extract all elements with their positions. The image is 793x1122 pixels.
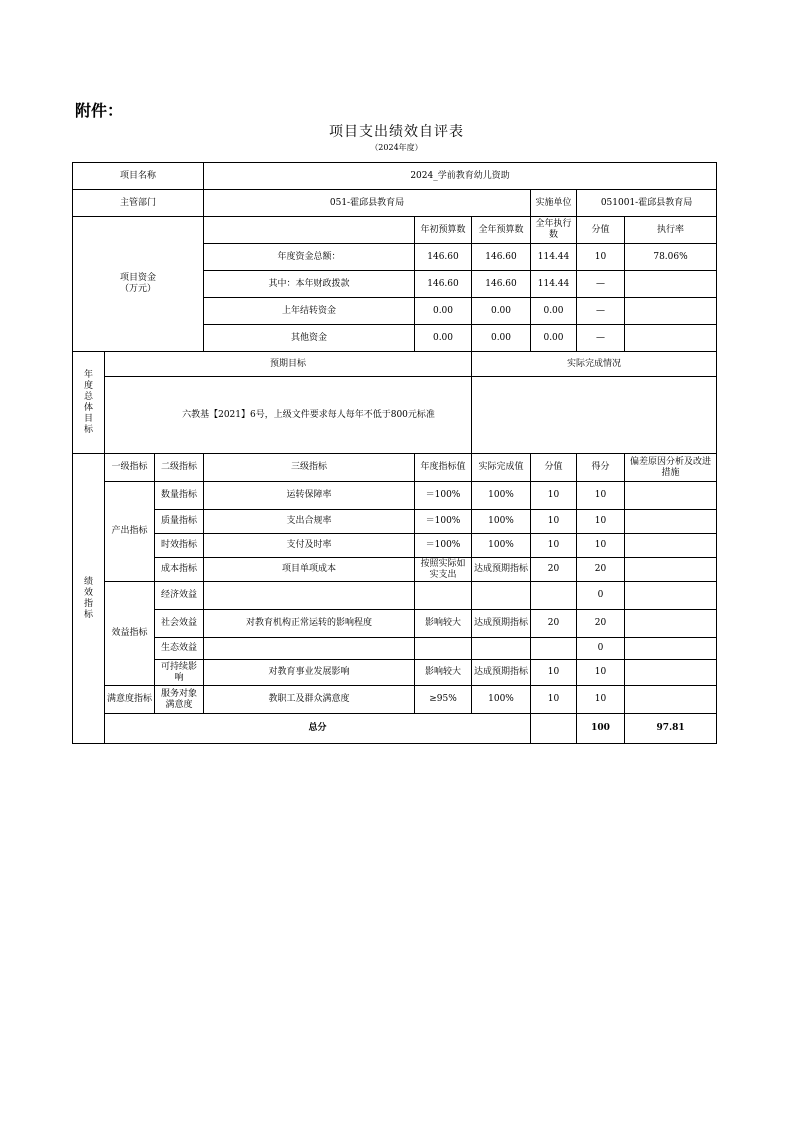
goals-side-label <box>73 352 105 454</box>
score-cell: 10 <box>577 534 625 558</box>
level3-cell: 支付及时率 <box>204 534 415 558</box>
reason-cell <box>625 686 717 714</box>
indicator-row <box>73 638 717 660</box>
reason-cell <box>625 482 717 510</box>
header-score: 得分 <box>577 454 625 482</box>
target-cell: ≥95% <box>415 686 472 714</box>
indicator-header-row <box>73 454 717 482</box>
funds-row-annual: 0.00 <box>472 298 531 325</box>
target-cell <box>415 638 472 660</box>
actual-completion-label: 实际完成情况 <box>472 352 717 377</box>
level3-cell <box>204 638 415 660</box>
level3-cell: 教职工及群众满意度 <box>204 686 415 714</box>
funds-row-executed: 114.44 <box>531 271 577 298</box>
target-cell <box>415 582 472 610</box>
weight-cell: 20 <box>531 610 577 638</box>
header-target: 年度指标值 <box>415 454 472 482</box>
indicator-row <box>73 510 717 534</box>
year-subtitle: （2024年度） <box>370 143 423 152</box>
header-weight: 分值 <box>531 454 577 482</box>
total-label: 总分 <box>105 714 531 744</box>
funds-row-annual: 146.60 <box>472 244 531 271</box>
actual-cell: 达成预期指标 <box>472 558 531 582</box>
weight-cell: 10 <box>531 686 577 714</box>
department-row <box>73 190 717 217</box>
reason-cell <box>625 558 717 582</box>
level2-cell: 生态效益 <box>155 638 204 660</box>
impl-label: 实施单位 <box>531 190 577 217</box>
total-actual <box>531 714 577 744</box>
goals-header-row <box>73 352 717 377</box>
indicator-row <box>73 534 717 558</box>
level2-cell: 服务对象满意度 <box>155 686 204 714</box>
funds-row-rate <box>625 271 717 298</box>
goals-label-char: 目 <box>83 413 93 424</box>
funds-header-rate: 执行率 <box>625 217 717 244</box>
weight-cell: 10 <box>531 510 577 534</box>
funds-header-annual: 全年预算数 <box>472 217 531 244</box>
funds-row-weight: 10 <box>577 244 625 271</box>
level2-cell: 质量指标 <box>155 510 204 534</box>
funds-row-weight: — <box>577 298 625 325</box>
reason-cell <box>625 610 717 638</box>
header-reason: 偏差原因分析及改进措施 <box>625 454 717 482</box>
level1-satisfaction: 满意度指标 <box>105 686 155 714</box>
indicators-label-char: 绩 <box>83 576 93 587</box>
level1-benefit: 效益指标 <box>105 582 155 686</box>
actual-cell: 100% <box>472 510 531 534</box>
goals-label-char: 总 <box>83 391 93 402</box>
score-cell: 10 <box>577 660 625 686</box>
actual-cell: 达成预期指标 <box>472 660 531 686</box>
funds-row-initial: 146.60 <box>415 271 472 298</box>
funds-row-initial: 0.00 <box>415 298 472 325</box>
funds-header-blank <box>204 217 415 244</box>
weight-cell <box>531 582 577 610</box>
actual-completion-text <box>472 377 717 454</box>
funds-label <box>73 217 204 352</box>
weight-cell <box>531 638 577 660</box>
funds-label-line1: 项目资金 <box>119 273 156 283</box>
weight-cell: 10 <box>531 482 577 510</box>
actual-cell: 100% <box>472 686 531 714</box>
project-name-value: 2024_学前教育幼儿资助 <box>204 163 717 190</box>
total-score: 97.81 <box>625 714 717 744</box>
level2-cell: 可持续影响 <box>155 660 204 686</box>
level3-cell: 对教育机构正常运转的影响程度 <box>204 610 415 638</box>
actual-cell <box>472 638 531 660</box>
funds-row-executed: 0.00 <box>531 298 577 325</box>
total-row <box>73 714 717 744</box>
level2-cell: 成本指标 <box>155 558 204 582</box>
level3-cell: 项目单项成本 <box>204 558 415 582</box>
funds-header-executed: 全年执行数 <box>531 217 577 244</box>
level3-cell: 对教育事业发展影响 <box>204 660 415 686</box>
level2-cell: 经济效益 <box>155 582 204 610</box>
funds-row-label: 其中：本年财政拨款 <box>204 271 415 298</box>
funds-row-weight: — <box>577 325 625 352</box>
indicator-row <box>73 558 717 582</box>
funds-row-rate <box>625 325 717 352</box>
level1-output: 产出指标 <box>105 482 155 582</box>
self-evaluation-table <box>72 162 717 744</box>
actual-cell: 100% <box>472 482 531 510</box>
score-cell: 0 <box>577 582 625 610</box>
actual-cell: 达成预期指标 <box>472 610 531 638</box>
target-cell: ＝100% <box>415 482 472 510</box>
target-cell: ＝100% <box>415 534 472 558</box>
score-cell: 20 <box>577 610 625 638</box>
level2-cell: 数量指标 <box>155 482 204 510</box>
goals-label-char: 度 <box>83 380 93 391</box>
weight-cell: 10 <box>531 534 577 558</box>
level2-cell: 社会效益 <box>155 610 204 638</box>
reason-cell <box>625 582 717 610</box>
page-title: 项目支出绩效自评表 <box>329 124 464 140</box>
funds-row-rate <box>625 298 717 325</box>
funds-row-label: 上年结转资金 <box>204 298 415 325</box>
score-cell: 10 <box>577 510 625 534</box>
score-cell: 0 <box>577 638 625 660</box>
funds-row-label: 其他资金 <box>204 325 415 352</box>
funds-header-initial: 年初预算数 <box>415 217 472 244</box>
dept-value: 051-霍邱县教育局 <box>204 190 531 217</box>
goals-label-char: 年 <box>83 369 93 380</box>
target-cell: 影响较大 <box>415 610 472 638</box>
attachment-label: 附件： <box>75 101 124 120</box>
reason-cell <box>625 638 717 660</box>
target-cell: 影响较大 <box>415 660 472 686</box>
funds-header-row <box>73 217 717 244</box>
reason-cell <box>625 510 717 534</box>
funds-row-weight: — <box>577 271 625 298</box>
project-name-label: 项目名称 <box>73 163 204 190</box>
indicators-label-char: 标 <box>83 609 93 620</box>
level2-cell: 时效指标 <box>155 534 204 558</box>
goals-content-row <box>73 377 717 454</box>
indicator-row <box>73 660 717 686</box>
score-cell: 20 <box>577 558 625 582</box>
level3-cell: 支出合规率 <box>204 510 415 534</box>
indicator-row <box>73 582 717 610</box>
level3-cell: 运转保障率 <box>204 482 415 510</box>
actual-cell <box>472 582 531 610</box>
header-level2: 二级指标 <box>155 454 204 482</box>
expected-goal-text: 六教基【2021】6号，上级文件要求每人每年不低于800元标准 <box>105 377 472 454</box>
goals-label-char: 标 <box>83 424 93 435</box>
dept-label: 主管部门 <box>73 190 204 217</box>
actual-cell: 100% <box>472 534 531 558</box>
funds-row-annual: 146.60 <box>472 271 531 298</box>
reason-cell <box>625 534 717 558</box>
score-cell: 10 <box>577 482 625 510</box>
funds-row-annual: 0.00 <box>472 325 531 352</box>
indicators-side-label <box>73 454 105 744</box>
funds-label-line2: （万元） <box>119 284 156 294</box>
indicators-label-char: 效 <box>83 587 93 598</box>
funds-row-rate: 78.06% <box>625 244 717 271</box>
funds-row-executed: 114.44 <box>531 244 577 271</box>
funds-row-label: 年度资金总额： <box>204 244 415 271</box>
target-cell: ＝100% <box>415 510 472 534</box>
funds-row-executed: 0.00 <box>531 325 577 352</box>
total-weight: 100 <box>577 714 625 744</box>
expected-goal-label: 预期目标 <box>105 352 472 377</box>
funds-header-weight: 分值 <box>577 217 625 244</box>
indicators-label-char: 指 <box>83 598 93 609</box>
funds-row-initial: 146.60 <box>415 244 472 271</box>
goals-label-char: 体 <box>83 402 93 413</box>
project-name-row <box>73 163 717 190</box>
reason-cell <box>625 660 717 686</box>
indicator-row <box>73 610 717 638</box>
weight-cell: 20 <box>531 558 577 582</box>
header-level1: 一级指标 <box>105 454 155 482</box>
indicator-row <box>73 482 717 510</box>
indicator-row <box>73 686 717 714</box>
weight-cell: 10 <box>531 660 577 686</box>
target-cell: 按照实际如实支出 <box>415 558 472 582</box>
impl-value: 051001-霍邱县教育局 <box>577 190 717 217</box>
level3-cell <box>204 582 415 610</box>
header-actual: 实际完成值 <box>472 454 531 482</box>
header-level3: 三级指标 <box>204 454 415 482</box>
funds-row-initial: 0.00 <box>415 325 472 352</box>
score-cell: 10 <box>577 686 625 714</box>
